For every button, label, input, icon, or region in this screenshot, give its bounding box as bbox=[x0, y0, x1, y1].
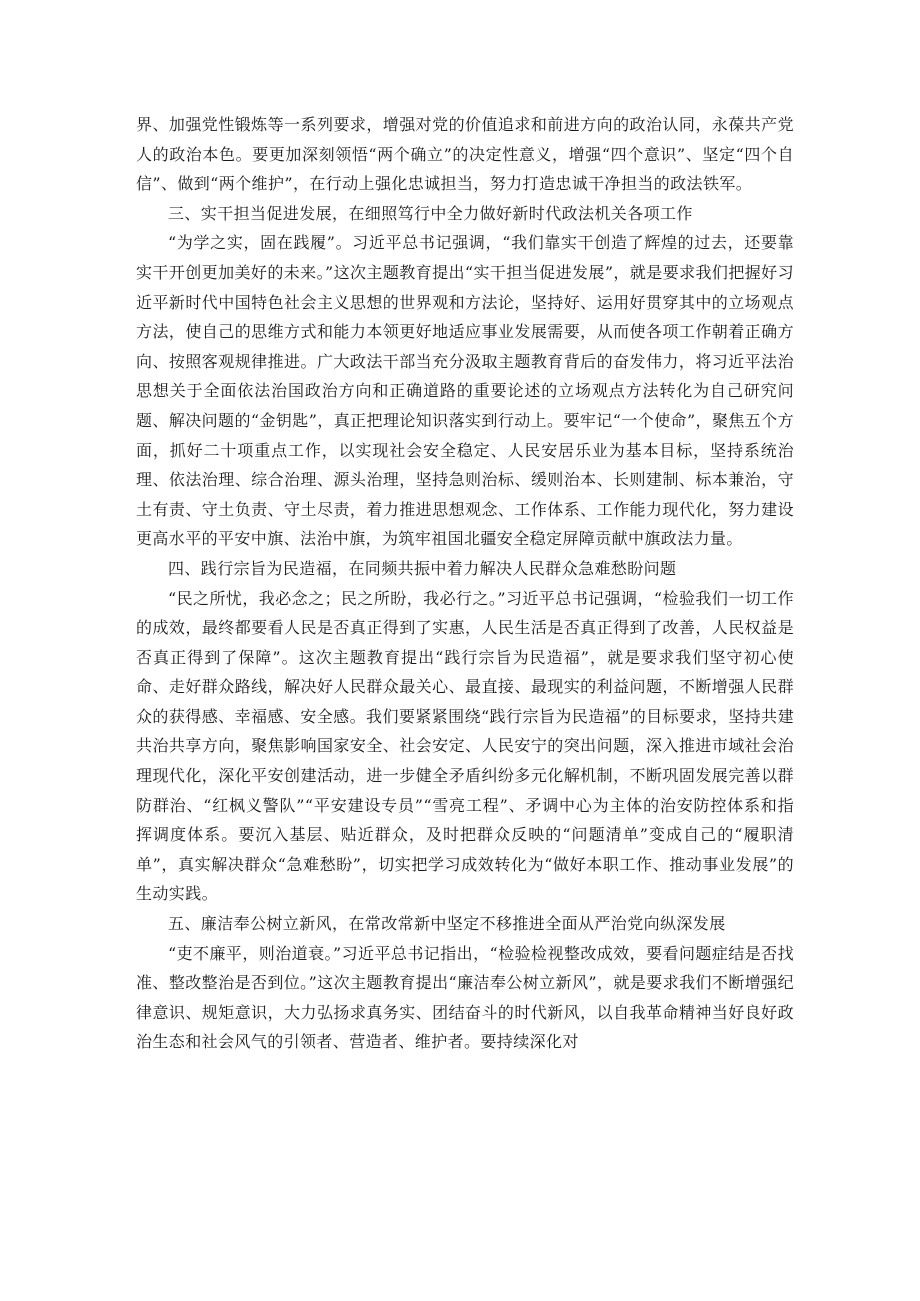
section-heading-3: 三、实干担当促进发展，在细照笃行中全力做好新时代政法机关各项工作 bbox=[168, 203, 693, 223]
section-heading-5: 五、廉洁奉公树立新风，在常改常新中坚定不移推进全面从严治党向纵深发展 bbox=[168, 914, 726, 934]
document-body bbox=[136, 110, 794, 1057]
paragraph-section-4: “民之所忧，我必念之；民之所盼，我必行之。”习近平总书记强调，“检验我们一切工作的成效，最终都要看人民是否真正得到了实惠，人民生活是否真正得到了改善，人民权益是否真正得到了保障”。这次主题教育提出“践行宗旨为民造福”，就是要求我们坚守初心使命、走好群众路线，解决好人民群众最关心、最直接、最现实的利益问题，不断增强人民群众的获得感、幸福感、安全感。我们要紧紧围绕“践行宗旨为民造福”的目标要求，坚持共建共治共享方向，聚焦影响国家安全、社会安定、人民安宁的突出问题，深入推进市域社会治理现代化，深化平安创建活动，进一步健全矛盾纠纷多元化解机制，不断巩固发展完善以群防群治、“红枫义警队”“平安建设专员”“雪亮工程”、矛调中心为主体的治安防控体系和指挥调度体系。要沉入基层、贴近群众，及时把群众反映的“问题清单”变成自己的“履职清单”，真实解决群众“急难愁盼”，切实把学习成效转化为“做好本职工作、推动事业发展”的生动实践。 bbox=[136, 588, 794, 904]
paragraph-continuation: 界、加强党性锻炼等一系列要求，增强对党的价值追求和前进方向的政治认同，永葆共产党人的政治本色。要更加深刻领悟“两个确立”的决定性意义，增强“四个意识”、坚定“四个自信”、做到“两个维护”，在行动上强化忠诚担当，努力打造忠诚干净担当的政法铁军。 bbox=[136, 115, 794, 194]
paragraph-section-5: “吏不廉平，则治道衰。”习近平总书记指出，“检验检视整改成效，要看问题症结是否找准、整改整治是否到位。”这次主题教育提出“廉洁奉公树立新风”，就是要求我们不断增强纪律意识、规矩意识，大力弘扬求真务实、团结奋斗的时代新风，以自我革命精神当好良好政治生态和社会风气的引领者、营造者、维护者。要持续深化对 bbox=[136, 943, 794, 1052]
paragraph-section-3: “为学之实，固在践履”。习近平总书记强调，“我们靠实干创造了辉煌的过去，还要靠实干开创更加美好的未来。”这次主题教育提出“实干担当促进发展”，就是要求我们把握好习近平新时代中国特色社会主义思想的世界观和方法论，坚持好、运用好贯穿其中的立场观点方法，使自己的思维方式和能力本领更好地适应事业发展需要，从而使各项工作朝着正确方向、按照客观规律推进。广大政法干部当充分汲取主题教育背后的奋发伟力，将习近平法治思想关于全面依法治国政治方向和正确道路的重要论述的立场观点方法转化为自己研究问题、解决问题的“金钥匙”，真正把理论知识落实到行动上。要牢记“一个使命”，聚焦五个方面，抓好二十项重点工作，以实现社会安全稳定、人民安居乐业为基本目标，坚持系统治理、依法治理、综合治理、源头治理，坚持急则治标、缓则治本、长则建制、标本兼治，守土有责、守土负责、守土尽责，着力推进思想观念、工作体系、工作能力现代化，努力建设更高水平的平安中旗、法治中旗，为筑牢祖国北疆安全稳定屏障贡献中旗政法力量。 bbox=[136, 233, 794, 549]
section-heading-4: 四、践行宗旨为民造福，在同频共振中着力解决人民群众急难愁盼问题 bbox=[168, 558, 677, 578]
